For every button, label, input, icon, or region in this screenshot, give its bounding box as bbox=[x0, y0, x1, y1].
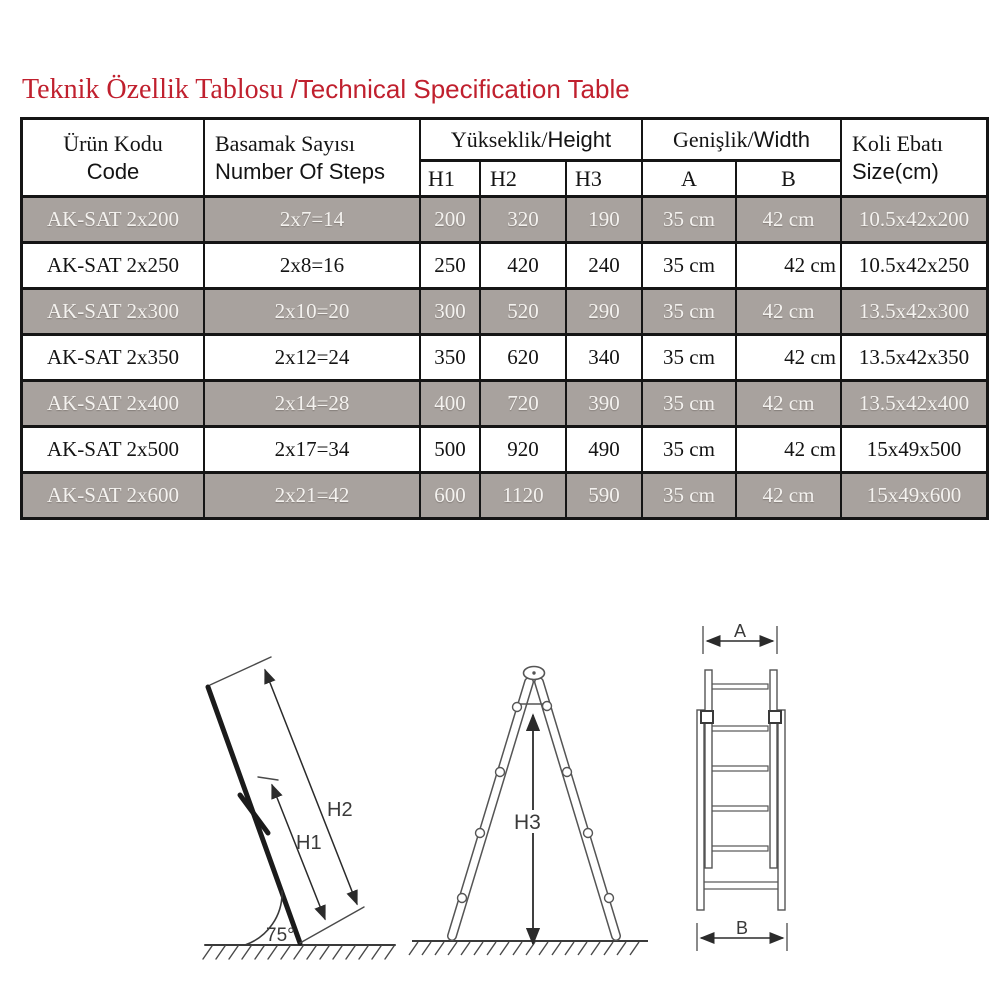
h3-label: H3 bbox=[514, 811, 541, 834]
ladder-legs bbox=[452, 682, 616, 936]
cell-width-a: 35 cm bbox=[643, 474, 735, 517]
cell-width-b: 42 cm bbox=[737, 382, 840, 425]
subheader-b: B bbox=[737, 162, 840, 195]
cell-h2: 520 bbox=[481, 290, 565, 333]
cell-h1: 500 bbox=[421, 428, 479, 471]
cell-product-code: AK-SAT 2x250 bbox=[23, 244, 203, 287]
front-view-ladder-diagram bbox=[697, 621, 787, 951]
cell-h3: 390 bbox=[567, 382, 641, 425]
h1-end-tick bbox=[258, 777, 278, 780]
subheader-h2: H2 bbox=[481, 162, 565, 195]
header-height-group bbox=[421, 120, 641, 159]
cell-h2: 320 bbox=[481, 198, 565, 241]
header-height-tr: Yükseklik/ bbox=[450, 126, 548, 152]
cell-width-a: 35 cm bbox=[643, 382, 735, 425]
header-box-size-en: Size(cm) bbox=[852, 158, 939, 184]
ground-hatching bbox=[203, 946, 394, 959]
cell-steps: 2x12=24 bbox=[205, 336, 419, 379]
cell-steps: 2x17=34 bbox=[205, 428, 419, 471]
cell-width-a: 35 cm bbox=[643, 244, 735, 287]
cell-box-size: 10.5x42x250 bbox=[842, 244, 986, 287]
header-height-en: Height bbox=[547, 126, 612, 152]
cell-steps: 2x10=20 bbox=[205, 290, 419, 333]
cell-box-size: 15x49x500 bbox=[842, 428, 986, 471]
cell-h1: 200 bbox=[421, 198, 479, 241]
cell-steps: 2x8=16 bbox=[205, 244, 419, 287]
leaning-ladder-diagram bbox=[203, 657, 395, 959]
rail-brackets bbox=[701, 711, 781, 723]
cell-h1: 300 bbox=[421, 290, 479, 333]
cell-h2: 920 bbox=[481, 428, 565, 471]
cell-width-b: 42 cm bbox=[737, 198, 840, 241]
cell-h1: 350 bbox=[421, 336, 479, 379]
b-label: B bbox=[736, 918, 749, 938]
ground-hatching bbox=[409, 942, 639, 955]
cell-box-size: 13.5x42x350 bbox=[842, 336, 986, 379]
cell-product-code: AK-SAT 2x500 bbox=[23, 428, 203, 471]
cell-width-b: 42 cm bbox=[737, 336, 840, 379]
cell-product-code: AK-SAT 2x400 bbox=[23, 382, 203, 425]
cell-h2: 1120 bbox=[481, 474, 565, 517]
subheader-a: A bbox=[643, 162, 735, 195]
cell-box-size: 13.5x42x400 bbox=[842, 382, 986, 425]
h2-dimension-arrow bbox=[265, 670, 357, 904]
cell-h2: 620 bbox=[481, 336, 565, 379]
header-width-en: Width bbox=[753, 126, 810, 152]
header-product-code-en: Code bbox=[86, 158, 140, 184]
cell-h3: 240 bbox=[567, 244, 641, 287]
header-steps bbox=[205, 120, 419, 195]
ladder-rails bbox=[697, 670, 785, 910]
cell-h1: 400 bbox=[421, 382, 479, 425]
cell-h1: 250 bbox=[421, 244, 479, 287]
cell-product-code: AK-SAT 2x350 bbox=[23, 336, 203, 379]
header-product-code-tr: Ürün Kodu bbox=[63, 131, 163, 156]
cell-box-size: 15x49x600 bbox=[842, 474, 986, 517]
base-tick bbox=[300, 907, 364, 943]
page-title bbox=[22, 74, 630, 106]
cell-width-b: 42 cm bbox=[737, 474, 840, 517]
angle-label: 75° bbox=[266, 925, 295, 946]
cell-width-a: 35 cm bbox=[643, 290, 735, 333]
cell-product-code: AK-SAT 2x200 bbox=[23, 198, 203, 241]
specification-table bbox=[20, 117, 989, 520]
ladder-diagrams bbox=[0, 555, 1000, 1000]
subheader-h1: H1 bbox=[421, 162, 479, 195]
h2-end-tick bbox=[210, 657, 271, 685]
cell-h1: 600 bbox=[421, 474, 479, 517]
hinge-pin bbox=[532, 671, 535, 674]
cell-product-code: AK-SAT 2x600 bbox=[23, 474, 203, 517]
h1-label: H1 bbox=[296, 832, 322, 854]
cell-steps: 2x21=42 bbox=[205, 474, 419, 517]
h2-label: H2 bbox=[327, 799, 353, 821]
a-label: A bbox=[734, 621, 747, 641]
cell-width-b: 42 cm bbox=[737, 290, 840, 333]
cell-width-a: 35 cm bbox=[643, 428, 735, 471]
cell-h3: 340 bbox=[567, 336, 641, 379]
cell-h3: 590 bbox=[567, 474, 641, 517]
cell-width-b: 42 cm bbox=[737, 244, 840, 287]
cell-h2: 720 bbox=[481, 382, 565, 425]
page-title-turkish: Teknik Özellik Tablosu bbox=[22, 74, 291, 105]
cell-h3: 190 bbox=[567, 198, 641, 241]
cell-h2: 420 bbox=[481, 244, 565, 287]
cell-h3: 490 bbox=[567, 428, 641, 471]
header-steps-en: Number Of Steps bbox=[215, 158, 385, 184]
cell-width-b: 42 cm bbox=[737, 428, 840, 471]
header-box-size-tr: Koli Ebatı bbox=[852, 131, 944, 156]
a-frame-ladder-diagram bbox=[409, 667, 648, 956]
header-box-size bbox=[842, 120, 986, 195]
cell-h3: 290 bbox=[567, 290, 641, 333]
cell-steps: 2x7=14 bbox=[205, 198, 419, 241]
cell-product-code: AK-SAT 2x300 bbox=[23, 290, 203, 333]
cell-width-a: 35 cm bbox=[643, 198, 735, 241]
page-title-english: /Technical Specification Table bbox=[290, 74, 630, 104]
header-steps-tr: Basamak Sayısı bbox=[215, 131, 355, 156]
rung-rivets bbox=[458, 702, 614, 903]
header-product-code bbox=[23, 120, 203, 195]
cell-box-size: 13.5x42x300 bbox=[842, 290, 986, 333]
subheader-h3: H3 bbox=[567, 162, 641, 195]
cell-width-a: 35 cm bbox=[643, 336, 735, 379]
cell-box-size: 10.5x42x200 bbox=[842, 198, 986, 241]
cell-steps: 2x14=28 bbox=[205, 382, 419, 425]
header-width-group bbox=[643, 120, 840, 159]
header-width-tr: Genişlik/ bbox=[673, 126, 754, 152]
ladder-extension-rail bbox=[240, 795, 268, 833]
